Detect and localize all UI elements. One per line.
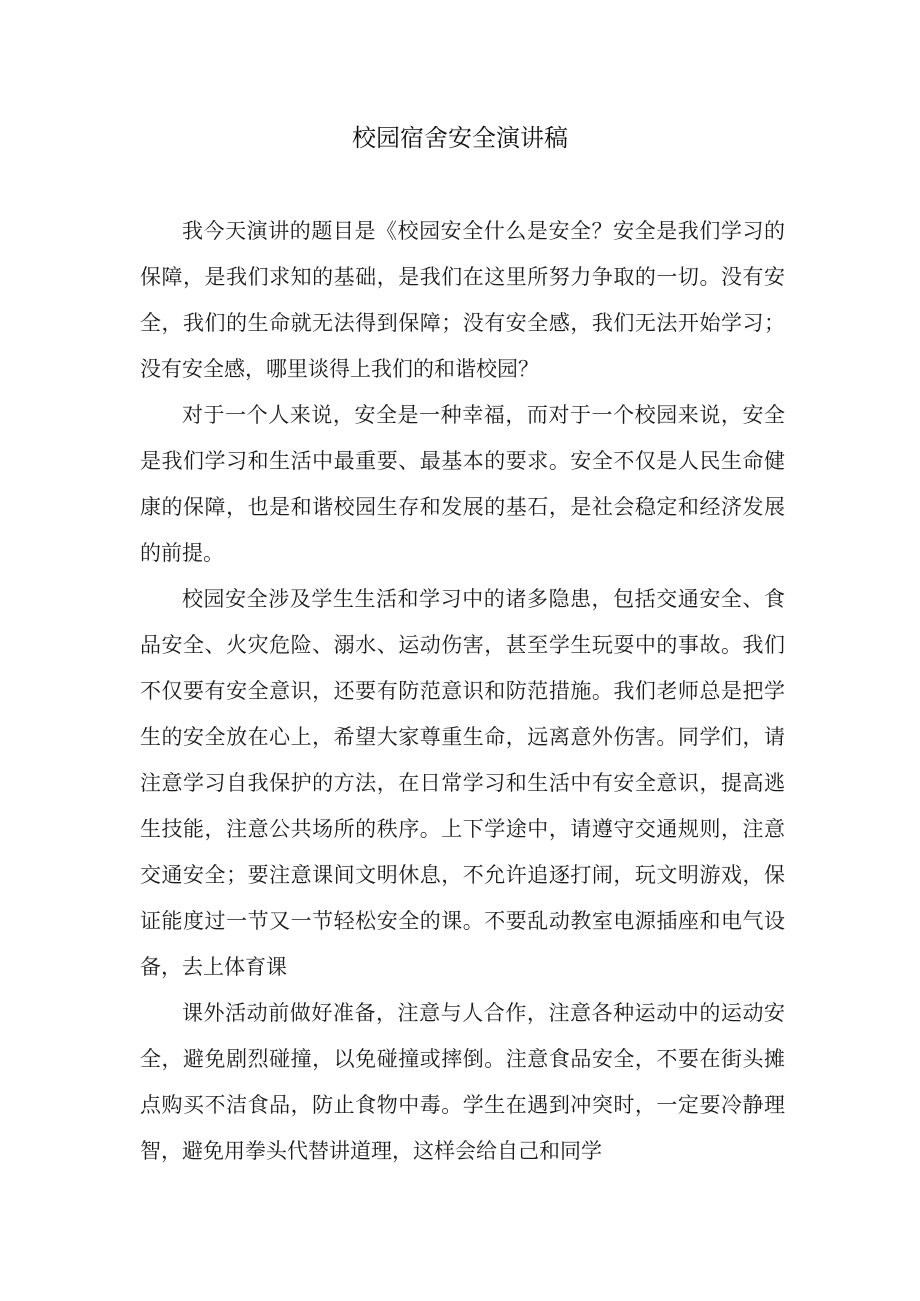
paragraph-1: 我今天演讲的题目是《校园安全什么是安全？安全是我们学习的保障，是我们求知的基础，是我们在这里所努力争取的一切。没有安全，我们的生命就无法得到保障；没有安全感，我们无法开始学习；没有安全感，哪里谈得上我们的和谐校园？ [140, 219, 785, 381]
document-title: 校园宿舍安全演讲稿 [352, 124, 568, 152]
paragraph-4: 课外活动前做好准备，注意与人合作，注意各种运动中的运动安全，避免剧烈碰撞，以免碰撞或摔倒。注意食品安全，不要在街头摊点购买不洁食品，防止食物中毒。学生在遇到冲突时，一定要冷静理智，避免用拳头代替讲道理，这样会给自己和同学 [140, 1001, 785, 1163]
paragraph-3: 校园安全涉及学生生活和学习中的诸多隐患，包括交通安全、食品安全、火灾危险、溺水、运动伤害，甚至学生玩耍中的事故。我们不仅要有安全意识，还要有防范意识和防范措施。我们老师总是把学生的安全放在心上，希望大家尊重生命，远离意外伤害。同学们，请注意学习自我保护的方法，在日常学习和生活中有安全意识，提高逃生技能，注意公共场所的秩序。上下学途中，请遵守交通规则，注意交通安全；要注意课间文明休息，不允许追逐打闹，玩文明游戏，保证能度过一节又一节轻松安全的课。不要乱动教室电源插座和电气设备，去上体育课 [140, 587, 785, 979]
document-body [140, 208, 785, 1174]
paragraph-2: 对于一个人来说，安全是一种幸福，而对于一个校园来说，安全是我们学习和生活中最重要、最基本的要求。安全不仅是人民生命健康的保障，也是和谐校园生存和发展的基石，是社会稳定和经济发展的前提。 [140, 403, 785, 565]
